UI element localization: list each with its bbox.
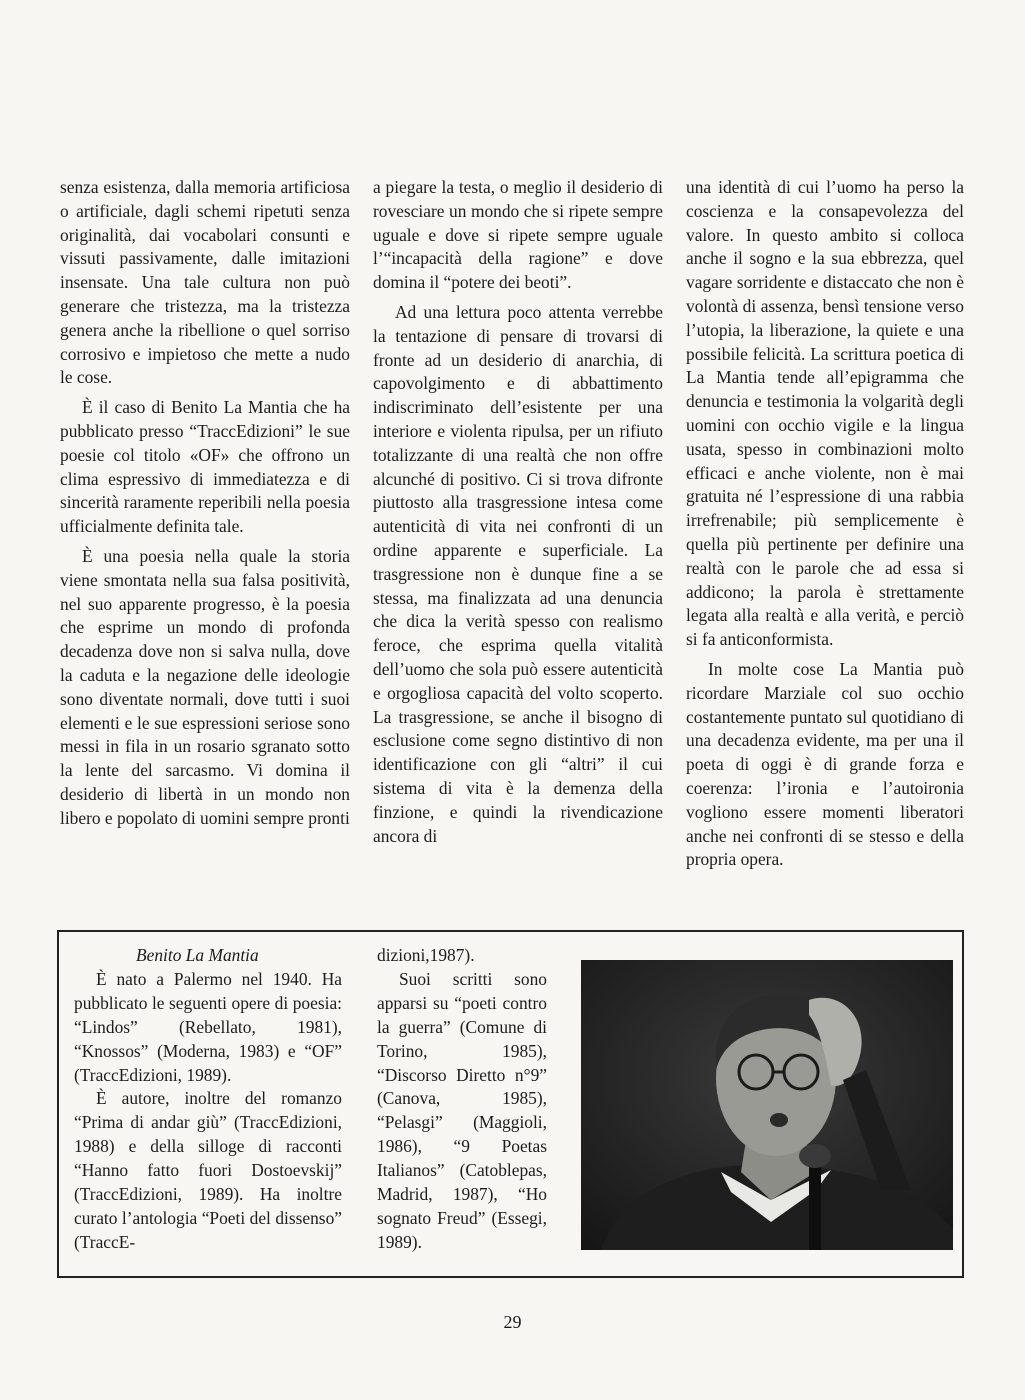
author-bio-box [57, 930, 964, 1278]
paragraph: a piegare la testa, o meglio il desiderio di rovesciare un mondo che si ripete sempre uguale e dove si ripete sempre uguale l’“incapacità della ragione” e dove domina il “potere dei beoti”. [373, 177, 663, 293]
article-column-2 [373, 176, 663, 848]
paragraph: È autore, inoltre del romanzo “Prima di andar giù” (TraccEdizioni, 1988) e della silloge di racconti “Hanno fatto fuori Dostoevskij” (TraccEdizioni, 1989). Ha inoltre curato l’antologia “Poeti del dissenso” (TraccE- [74, 1088, 342, 1252]
bio-column-1 [74, 944, 342, 1255]
paragraph: Suoi scritti sono apparsi su “poeti contro la guerra” (Comune di Torino, 1985), “Discorso Diretto n°9” (Canova, 1985), “Pelasgi” (Maggioli, 1986), “9 Poetas Italianos” (Catoblepas, Madrid, 1987), “Ho sognato Freud” (Essegi, 1989). [377, 968, 547, 1252]
article-column-3 [686, 176, 964, 872]
article-column-1 [60, 176, 350, 831]
author-portrait-image [581, 960, 953, 1250]
paragraph: dizioni,1987). [377, 945, 475, 965]
paragraph: Ad una lettura poco attenta verrebbe la tentazione di pensare di trovarsi di fronte ad un desiderio di anarchia, di capovolgimento e di abbattimento indiscriminato dell’esistente per una interiore e violenta ripulsa, per un rifiuto totalizzante di una realtà che non offre alcunché di positivo. Ci si trova difronte piuttosto alla trasgressione intesa come autenticità di vita nei confronti di un ordine apparente e superficiale. La trasgressione non è dunque fine a se stessa, ma finalizzata ad una denuncia che dica la verità spesso con realismo feroce, che esprima quella vitalità dell’uomo che sola può essere autenticità e orgogliosa capacità del volto scoperto. La trasgressione, se anche il bisogno di esclusione come segno distintivo di non identificazione con gli “altri” il cui sistema di vita è la demenza della finzione, e quindi la rivendicazione ancora di [373, 301, 663, 846]
page-number: 29 [503, 1312, 522, 1332]
paragraph: una identità di cui l’uomo ha perso la coscienza e la consapevolezza del valore. In questo ambito si colloca anche il sogno e la sua ebbrezza, quel vagare sorridente e distaccato che non è volontà di assenza, bensì tensione verso l’utopia, la liberazione, la quiete e una possibile felicità. La scrittura poetica di La Mantia tende all’epigramma che denuncia e testimonia la volgarità degli uomini con occhio vigile e la lingua usata, spesso in combinazioni molto efficaci e anche violente, non è mai gratuita né l’espressione di una rabbia irrefrenabile; più semplicemente è quella più pertinente per definire una realtà con le parole che ad essa si addicono; la parola è strettamente legata alla realtà e alla verità, e perciò si fa anticonformista. [686, 177, 964, 650]
paragraph: senza esistenza, dalla memoria artificiosa o artificiale, dagli schemi ripetuti senza originalità, dai vocabolari consunti e vissuti passivamente, dalle imitazioni insensate. Una tale cultura non può generare che tristezza, ma la tristezza genera anche la ribellione o quel sorriso corrosivo e impietoso che mette a nudo le cose. [60, 177, 350, 388]
bio-column-2 [377, 944, 547, 1255]
paragraph: È nato a Palermo nel 1940. Ha pubblicato le seguenti opere di poesia: “Lindos” (Rebellato, 1981), “Knossos” (Moderna, 1983) e “OF” (TraccEdizioni, 1989). [74, 968, 342, 1085]
paragraph: In molte cose La Mantia può ricordare Marziale col suo occhio costantemente puntato sul quotidiano di una decadenza evidente, ma per una il poeta di oggi è di grande forza e coerenza: l’ironia e l’autoironia vogliono essere momenti liberatori anche nei confronti di se stesso e della propria opera. [686, 658, 964, 870]
paragraph: È una poesia nella quale la storia viene smontata nella sua falsa positività, nel suo apparente progresso, è la poesia che esprime un mondo di profonda decadenza dove non si salva nulla, dove la caduta e la negazione delle ideologie sono diventate normali, dove tutti i suoi elementi e le sue espressioni seriose sono messi in fila in un rosario sgranato sotto la lente del sarcasmo. Vi domina il desiderio di libertà in un mondo non libero e popolato di uomini sempre pronti [60, 545, 350, 828]
author-photo [581, 960, 953, 1250]
author-name: Benito La Mantia [136, 945, 259, 965]
paragraph: È il caso di Benito La Mantia che ha pubblicato presso “TraccEdizioni” le sue poesie col titolo «OF» che offrono un clima espressivo di immediatezza e di sincerità raramente reperibili nella poesia ufficialmente definita tale. [60, 397, 350, 537]
